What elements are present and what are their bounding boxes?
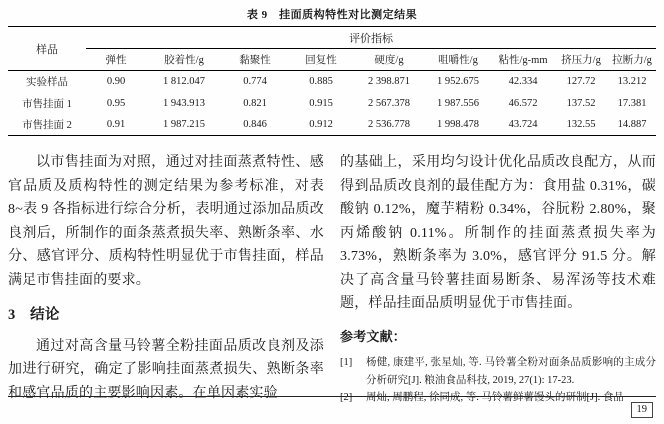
body-paragraph: 通过对高含量马铃薯全粉挂面品质改良剂及添加进行研究，确定了影响挂面蒸煮损失、熟断条率和感官品质的主要影响因素。在单因素实验 [8, 338, 324, 401]
table-cell: 1 987.215 [163, 118, 205, 130]
column-header: 硬度/g [354, 49, 424, 71]
table-cell: 0.774 [243, 76, 267, 88]
reference-text: 周灿, 周鹏程, 徐同成, 等. 马铃薯鲜薯馒头的研制[J]. 食品 [366, 392, 624, 404]
table-cell: 43.724 [508, 118, 538, 130]
table-row [8, 114, 656, 136]
references-heading: 参考文献： [340, 328, 407, 344]
table-cell: 2 398.871 [368, 76, 410, 88]
table-cell: 0.90 [106, 76, 126, 88]
table-cell: 127.72 [566, 76, 596, 88]
table-cell: 1 952.675 [437, 76, 479, 88]
column-header: 拉断力/g [608, 49, 656, 71]
table-cell: 0.91 [106, 118, 126, 130]
reference-text: 杨健, 康建平, 张星灿, 等. 马铃薯全粉对面条品质影响的主成分分析研究[J]. 粮油食品科技, 2019, 27(1): 17-23. [366, 357, 656, 386]
table-cell: 0.915 [309, 97, 333, 109]
column-header: 粘性/g-mm [492, 49, 554, 71]
reference-entry [340, 354, 656, 389]
table-row [8, 92, 656, 113]
table-cell: 42.334 [508, 76, 538, 88]
table-cell: 17.381 [617, 97, 647, 109]
column-header-sample: 样品 [8, 27, 86, 71]
column-header: 挤压力/g [554, 49, 608, 71]
column-header: 弹性 [86, 49, 146, 71]
table-cell: 0.821 [243, 97, 267, 109]
table-cell: 46.572 [508, 97, 538, 109]
table-cell: 0.912 [309, 118, 333, 130]
body-paragraph: 以市售挂面为对照，通过对挂面蒸煮特性、感官品质及质构特性的测定结果为参考标准，对表 8~表 9 各指标进行综合分析，表明通过添加品质改良剂后，所制作的面条蒸煮损失率、熟断条率、水分、感官评分、质构特性明显优于市售挂面，样品满足市售挂面的要求。 [8, 155, 324, 288]
section-heading-conclusion: 3 结论 [8, 307, 60, 324]
page-number-badge: 19 [631, 402, 654, 418]
column-header: 回复性 [288, 49, 354, 71]
table-cell: 2 536.778 [368, 118, 410, 130]
left-column [8, 151, 324, 403]
table-cell: 137.52 [566, 97, 596, 109]
table-cell: 132.55 [566, 118, 596, 130]
reference-label: [1] [340, 357, 353, 369]
column-header: 黏聚性 [222, 49, 288, 71]
reference-label: [2] [340, 392, 353, 404]
table-cell: 14.887 [617, 118, 647, 130]
table-cell: 1 812.047 [163, 76, 205, 88]
sample-name: 市售挂面 2 [22, 119, 72, 131]
two-column-text [0, 151, 664, 403]
column-header: 咀嚼性/g [424, 49, 492, 71]
results-table-area [0, 26, 664, 136]
body-paragraph: 的基础上，采用均匀设计优化品质改良配方，从而得到品质改良剂的最佳配方为：食用盐 0.31%，碳酸钠 0.12%，魔芋精粉 0.34%，谷朊粉 2.80%，聚丙烯酸钠 0.11%。所制作的挂面蒸煮损失率为 3.73%，熟断条率为 3.0%，感官评分 91.5 分。解决了高含量马铃薯挂面易断条、易浑汤等技术难题，样品挂面品质明显优于市售挂面。 [340, 155, 656, 312]
sample-name: 实验样品 [26, 77, 68, 89]
table-cell: 0.95 [106, 97, 126, 109]
table-cell: 2 567.378 [368, 97, 410, 109]
table-cell: 0.885 [309, 76, 333, 88]
table-cell: 1 987.556 [437, 97, 479, 109]
table-row [8, 71, 656, 93]
results-table [8, 26, 656, 136]
footer-divider [8, 396, 656, 397]
table-cell: 1 943.913 [163, 97, 205, 109]
table-cell: 0.846 [243, 118, 267, 130]
table-cell: 13.212 [617, 76, 647, 88]
table-caption: 表 9 挂面质构特性对比测定结果 [246, 9, 418, 21]
sample-name: 市售挂面 1 [22, 98, 72, 110]
right-column [340, 151, 656, 403]
column-group-header: 评价指标 [86, 27, 656, 49]
column-header: 胶着性/g [146, 49, 222, 71]
table-cell: 1 998.478 [437, 118, 479, 130]
